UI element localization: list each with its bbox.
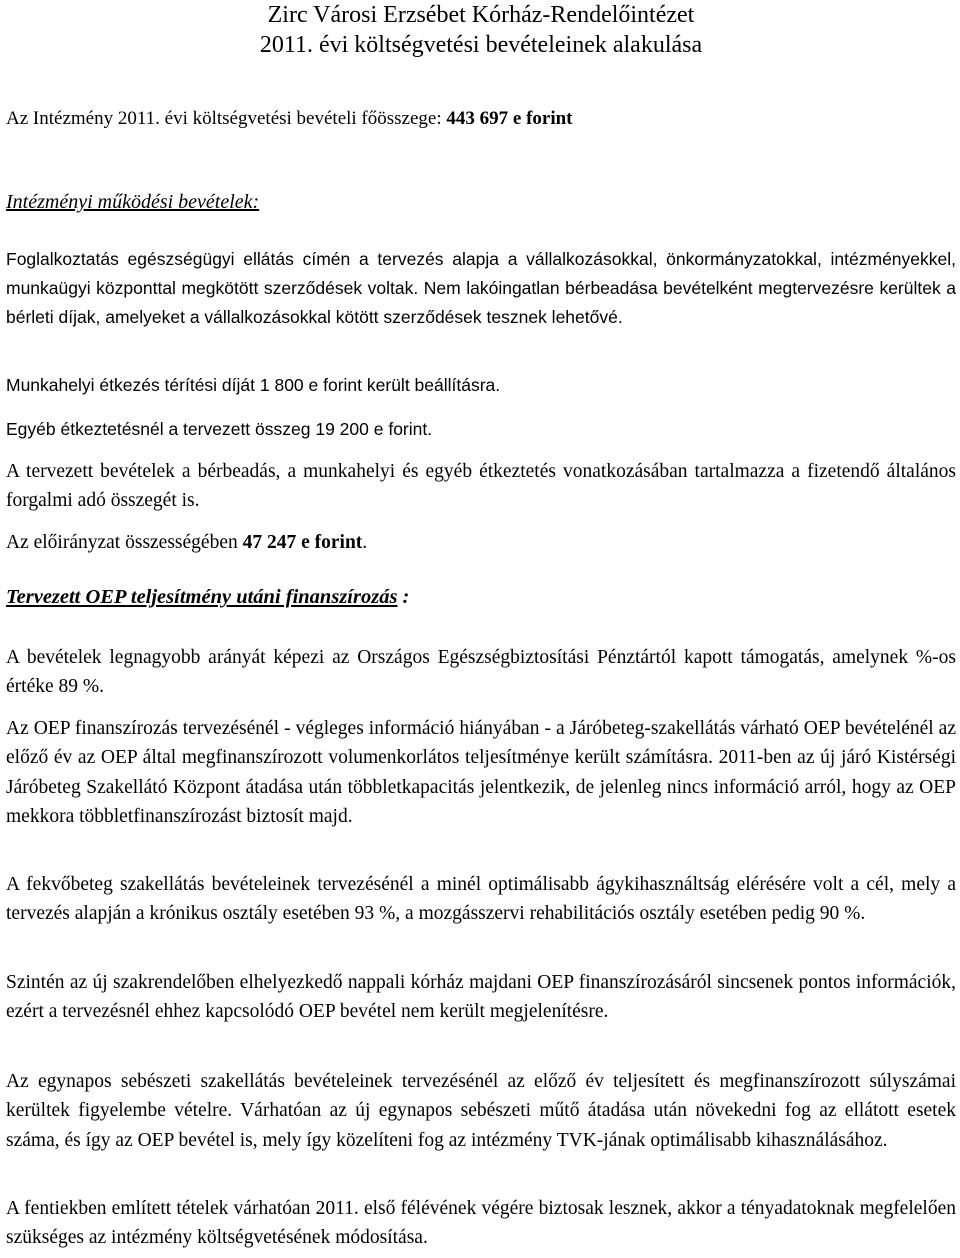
paragraph-outpatient-planning: Az OEP finanszírozás tervezésénél - végleges információ hiányában - a Járóbeteg-szakellátás várható OEP bevételénél az előző év az OEP által megfinanszírozott volumenkorlátos teljesítménye került számításra. 2011-ben az új járó Kistérségi Járóbeteg Szakellátó Központ átadása után többletkapacitás jelentkezik, de jelenleg nincs információ arról, hogy az OEP mekkora többletfinanszírozást biztosít majd.: [6, 718, 956, 827]
appropriation-amount: 47 247 e forint: [242, 532, 363, 553]
appropriation-suffix: .: [362, 532, 368, 553]
oep-heading-suffix: :: [397, 586, 410, 608]
paragraph-workplace-meals: Munkahelyi étkezés térítési díját 1 800 e forint került beállításra.: [6, 375, 501, 395]
section-heading-oep-financing: [6, 584, 409, 610]
section-heading-operating-revenue: Intézményi működési bevételek:: [6, 191, 260, 213]
paragraph-day-hospital: Szintén az új szakrendelőben elhelyezkedő nappali kórház majdani OEP finanszírozásáról sincsenek pontos információk, ezért a tervezésnél ehhez kapcsolódó OEP bevétel nem került megjelenítésre.: [6, 972, 956, 1023]
paragraph-vat-note: A tervezett bevételek a bérbeadás, a munkahelyi és egyéb étkeztetés vonatkozásában tartalmazza a fizetendő általános forgalmi adó összegét is.: [6, 461, 956, 512]
appropriation-prefix: Az előirányzat összességében: [6, 532, 243, 553]
revenue-summary: [6, 106, 573, 132]
paragraph-inpatient-planning: A fekvőbeteg szakellátás bevételeinek tervezésénél a minél optimálisabb ágykihasználtság elérésére volt a cél, mely a tervezés alapján a krónikus osztály esetében 93 %, a mozgásszervi rehabilitációs osztály esetében pedig 90 %.: [6, 874, 956, 925]
oep-heading-text: Tervezett OEP teljesítmény utáni finanszírozás: [6, 586, 398, 608]
document-page: [6, 0, 956, 1249]
paragraph-oep-share: A bevételek legnagyobb arányát képezi az Országos Egészségbiztosítási Pénztártól kapott támogatás, amelynek %-os értéke 89 %.: [6, 647, 956, 698]
document-title-line2: 2011. évi költségvetési bevételeinek alakulása: [259, 32, 703, 58]
paragraph-budget-modification: A fentiekben említett tételek várhatóan 2011. első félévének végére biztosak lesznek, akkor a tényadatoknak megfelelően szükséges az intézmény költségvetésének módosítása.: [6, 1198, 956, 1249]
summary-amount: 443 697 e forint: [446, 108, 573, 129]
paragraph-employment-care: Foglalkoztatás egészségügyi ellátás címén a tervezés alapja a vállalkozásokkal, önkormányzatokkal, intézményekkel, munkaügyi központtal megkötött szerződések voltak. Nem lakóingatlan bérbeadása bevételként megtervezésre kerültek a bérleti díjak, amelyeket a vállalkozásokkal kötött szerződések tesznek lehetővé.: [6, 249, 956, 327]
summary-prefix: Az Intézmény 2011. évi költségvetési bevételi főösszege:: [6, 108, 447, 129]
paragraph-one-day-surgery: Az egynapos sebészeti szakellátás bevételeinek tervezésénél az előző év teljesített és megfinanszírozott súlyszámai kerültek figyelembe vételre. Várhatóan az új egynapos sebészeti műtő átadása után növekedni fog az ellátott esetek száma, és így az OEP bevétel is, mely így közelíteni fog az intézmény TVK-jának optimálisabb kihasználásához.: [6, 1071, 956, 1151]
paragraph-other-catering: Egyéb étkeztetésnél a tervezett összeg 19 200 e forint.: [6, 419, 433, 439]
paragraph-appropriation-total: [6, 528, 956, 557]
document-title-line1: Zirc Városi Erzsébet Kórház-Rendelőintézet: [267, 2, 695, 28]
